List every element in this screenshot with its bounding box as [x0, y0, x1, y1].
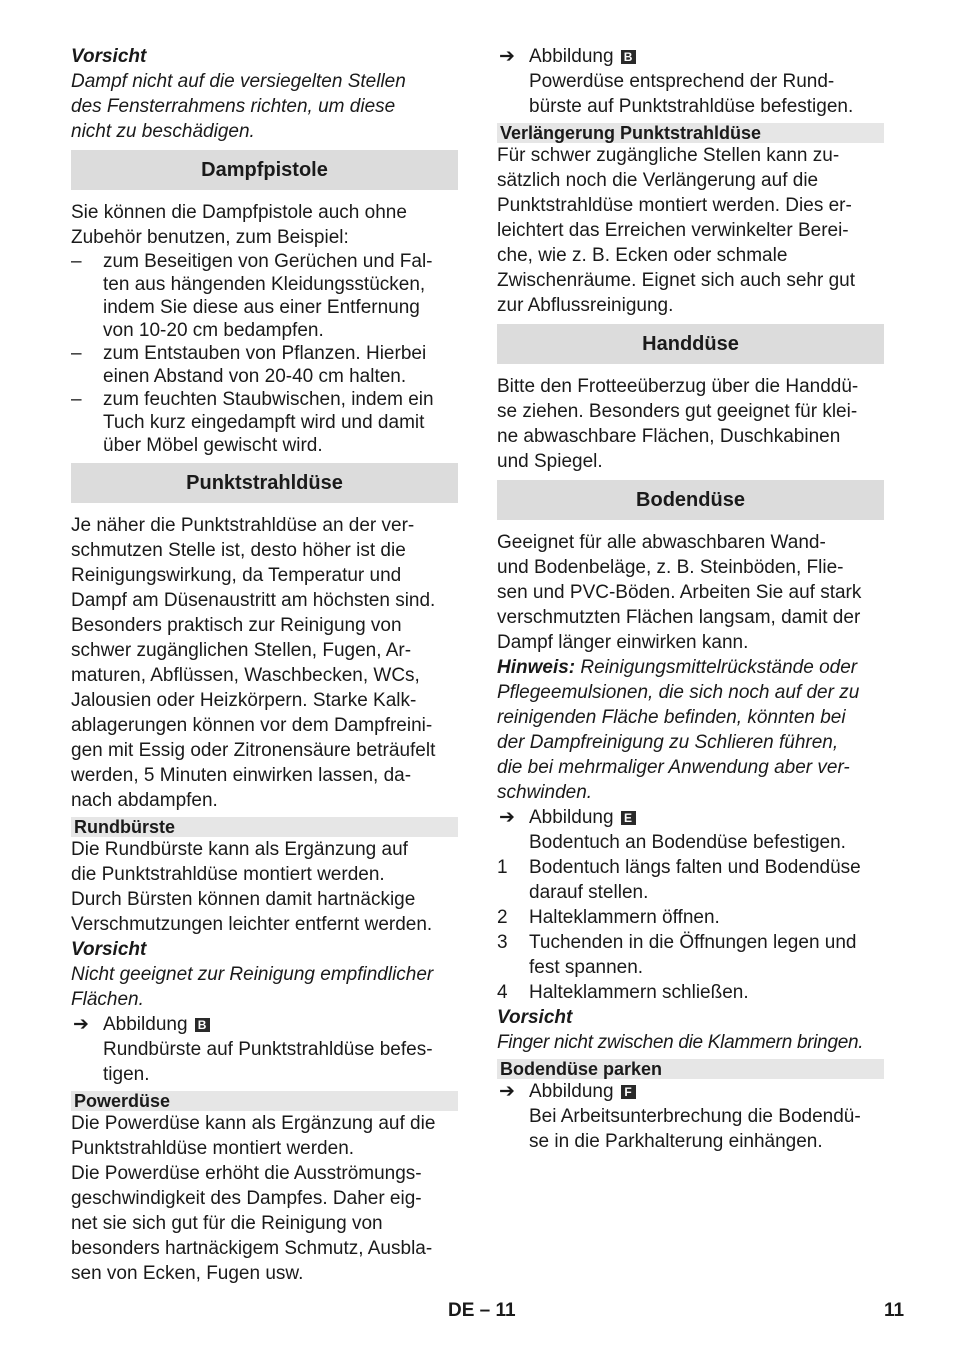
left-column [71, 44, 458, 1286]
paragraph-line: ablagerungen können vor dem Dampfreini- [71, 715, 433, 736]
paragraph-line: Zubehör benutzen, zum Beispiel: [71, 227, 349, 248]
arrow-icon: ➔ [73, 1014, 89, 1035]
arrow-icon: ➔ [499, 807, 515, 828]
hint-line: der Dampfreinigung zu Schlieren führen, [497, 732, 839, 753]
footer-page-label: DE – 11 [448, 1300, 516, 1321]
bullet-line: Tuch kurz eingedampft wird und damit [103, 412, 425, 433]
step-number: 3 [497, 932, 508, 953]
section-heading-bodenduese: Bodendüse [497, 480, 884, 520]
caution-line: Dampf nicht auf die versiegelten Stellen [71, 71, 406, 92]
figure-label: Abbildung [103, 1014, 188, 1035]
hint-line: Pflegeemulsionen, die sich noch auf der zu [497, 682, 860, 703]
figure-label: Abbildung [529, 1081, 614, 1102]
paragraph-line: gen mit Essig oder Zitronensäure beträufelt [71, 740, 436, 761]
paragraph-line: Dampf länger einwirken kann. [497, 632, 749, 653]
paragraph-line: Zwischenräume. Eignet sich auch sehr gut [497, 270, 856, 291]
figure-label: Abbildung [529, 46, 614, 67]
paragraph-line: Reinigungswirkung, da Temperatur und [71, 565, 402, 586]
paragraph-line: zur Abflussreinigung. [497, 295, 674, 316]
dash-marker: – [71, 389, 82, 410]
paragraph-line: Jalousien oder Heizkörpern. Starke Kalk- [71, 690, 417, 711]
paragraph-line: die Punktstrahldüse montiert werden. [71, 864, 385, 885]
subheading-verlaengerung: Verlängerung Punktstrahldüse [497, 123, 884, 143]
subheading-powerduese: Powerdüse [71, 1091, 458, 1111]
paragraph-line: Dampf am Düsenaustritt am höchsten sind. [71, 590, 436, 611]
dash-marker: – [71, 343, 82, 364]
bullet-line: von 10-20 cm bedampfen. [103, 320, 324, 341]
figure-label: Abbildung [529, 807, 614, 828]
step-line: Bodentuch an Bodendüse befestigen. [529, 832, 846, 853]
caution-line: des Fensterrahmens richten, um diese [71, 96, 396, 117]
paragraph-line: Sie können die Dampfpistole auch ohne [71, 202, 407, 223]
figure-step [497, 805, 884, 855]
caution-line: Nicht geeignet zur Reinigung empfindlicher [71, 964, 434, 985]
bullet-line: zum feuchten Staubwischen, indem ein [103, 389, 434, 410]
bullet-item [71, 388, 458, 457]
step-line: darauf stellen. [529, 882, 649, 903]
paragraph-line: besonders hartnäckigem Schmutz, Ausbla- [71, 1238, 433, 1259]
figure-letter-badge: B [195, 1018, 210, 1032]
caution-title: Vorsicht [497, 1007, 573, 1028]
section-heading-dampfpistole: Dampfpistole [71, 150, 458, 190]
section-heading-punktstrahlduese: Punktstrahldüse [71, 463, 458, 503]
bullet-line: ten aus hängenden Kleidungsstücken, [103, 274, 426, 295]
dash-marker: – [71, 251, 82, 272]
paragraph-line: che, wie z. B. Ecken oder schmale [497, 245, 788, 266]
caution-title: Vorsicht [71, 46, 147, 67]
paragraph-line: Für schwer zugängliche Stellen kann zu- [497, 145, 840, 166]
paragraph-line: Bitte den Frotteeüberzug über die Handdü- [497, 376, 859, 397]
paragraph-line: schwer zugänglichen Stellen, Fugen, Ar- [71, 640, 412, 661]
paragraph-line: und Bodenbeläge, z. B. Steinböden, Flie- [497, 557, 844, 578]
paragraph-line: Punktstrahldüse montiert werden. [71, 1138, 355, 1159]
step-line: Halteklammern schließen. [529, 982, 749, 1003]
section-heading-handduese: Handdüse [497, 324, 884, 364]
hint-text: Reinigungsmittelrückstände oder [575, 657, 858, 678]
step-number: 4 [497, 982, 508, 1003]
step-number: 2 [497, 907, 508, 928]
bullet-line: zum Entstauben von Pflanzen. Hierbei [103, 343, 427, 364]
bullet-line: einen Abstand von 20-40 cm halten. [103, 366, 407, 387]
numbered-step [497, 980, 884, 1005]
arrow-icon: ➔ [499, 46, 515, 67]
footer-page-number: 11 [884, 1300, 905, 1321]
caution-line: Finger nicht zwischen die Klammern bringen. [497, 1032, 864, 1053]
step-line: Rundbürste auf Punktstrahldüse befes- [103, 1039, 433, 1060]
hint-label: Hinweis: [497, 657, 576, 678]
figure-letter-badge: B [621, 50, 636, 64]
step-line: Halteklammern öffnen. [529, 907, 720, 928]
subheading-bodenduese-parken: Bodendüse parken [497, 1059, 884, 1079]
paragraph-line: Geeignet für alle abwaschbaren Wand- [497, 532, 826, 553]
paragraph-line: Die Rundbürste kann als Ergänzung auf [71, 839, 408, 860]
figure-letter-badge: E [621, 811, 636, 825]
paragraph-line: Punktstrahldüse montiert werden. Dies er- [497, 195, 852, 216]
step-line: tigen. [103, 1064, 150, 1085]
step-line: Bei Arbeitsunterbrechung die Bodendü- [529, 1106, 861, 1127]
paragraph-line: und Spiegel. [497, 451, 603, 472]
paragraph-line: leichtert das Erreichen verwinkelter Berei- [497, 220, 849, 241]
step-line: se in die Parkhalterung einhängen. [529, 1131, 823, 1152]
step-line: Tuchenden in die Öffnungen legen und [529, 932, 857, 953]
caution-title: Vorsicht [71, 939, 147, 960]
subheading-rundbuerste: Rundbürste [71, 817, 458, 837]
step-line: Bodentuch längs falten und Bodendüse [529, 857, 861, 878]
paragraph-line: geschwindigkeit des Dampfes. Daher eig- [71, 1188, 422, 1209]
caution-line: Flächen. [71, 989, 144, 1010]
right-column [497, 44, 884, 1154]
hint-line [497, 655, 884, 680]
step-line: fest spannen. [529, 957, 644, 978]
step-line: bürste auf Punktstrahldüse befestigen. [529, 96, 854, 117]
paragraph-line: Die Powerdüse erhöht die Ausströmungs- [71, 1163, 422, 1184]
hint-line: schwinden. [497, 782, 593, 803]
paragraph-line: Besonders praktisch zur Reinigung von [71, 615, 402, 636]
paragraph-line: ne abwaschbare Flächen, Duschkabinen [497, 426, 841, 447]
paragraph-line: sätzlich noch die Verlängerung auf die [497, 170, 819, 191]
paragraph-line: Durch Bürsten können damit hartnäckige [71, 889, 416, 910]
paragraph-line: Die Powerdüse kann als Ergänzung auf die [71, 1113, 436, 1134]
figure-step [497, 44, 884, 119]
figure-step [497, 1079, 884, 1154]
arrow-icon: ➔ [499, 1081, 515, 1102]
paragraph-line: Verschmutzungen leichter entfernt werden. [71, 914, 433, 935]
caution-line: nicht zu beschädigen. [71, 121, 255, 142]
step-number: 1 [497, 857, 508, 878]
paragraph-line: sen von Ecken, Fugen usw. [71, 1263, 304, 1284]
paragraph-line: se ziehen. Besonders gut geeignet für klei- [497, 401, 858, 422]
hint-line: die bei mehrmaliger Anwendung aber ver- [497, 757, 850, 778]
numbered-step [497, 905, 884, 930]
paragraph-line: schmutzen Stelle ist, desto höher ist die [71, 540, 406, 561]
bullet-line: indem Sie diese aus einer Entfernung [103, 297, 420, 318]
paragraph-line: sen und PVC-Böden. Arbeiten Sie auf stark [497, 582, 862, 603]
numbered-step [497, 855, 884, 905]
bullet-item [71, 250, 458, 342]
figure-letter-badge: F [621, 1085, 636, 1099]
bullet-line: über Möbel gewischt wird. [103, 435, 323, 456]
paragraph-line: net sie sich gut für die Reinigung von [71, 1213, 383, 1234]
caution-note [71, 44, 458, 144]
paragraph-line: verschmutzten Flächen langsam, damit der [497, 607, 861, 628]
bullet-line: zum Beseitigen von Gerüchen und Fal- [103, 251, 433, 272]
paragraph-line: werden, 5 Minuten einwirken lassen, da- [71, 765, 412, 786]
step-line: Powerdüse entsprechend der Rund- [529, 71, 835, 92]
paragraph-line: nach abdampfen. [71, 790, 218, 811]
paragraph-line: maturen, Abflüssen, Waschbecken, WCs, [71, 665, 420, 686]
numbered-step [497, 930, 884, 980]
paragraph-line: Je näher die Punktstrahldüse an der ver- [71, 515, 415, 536]
hint-line: reinigenden Fläche befinden, könnten bei [497, 707, 846, 728]
bullet-item [71, 342, 458, 388]
figure-step [71, 1012, 458, 1087]
